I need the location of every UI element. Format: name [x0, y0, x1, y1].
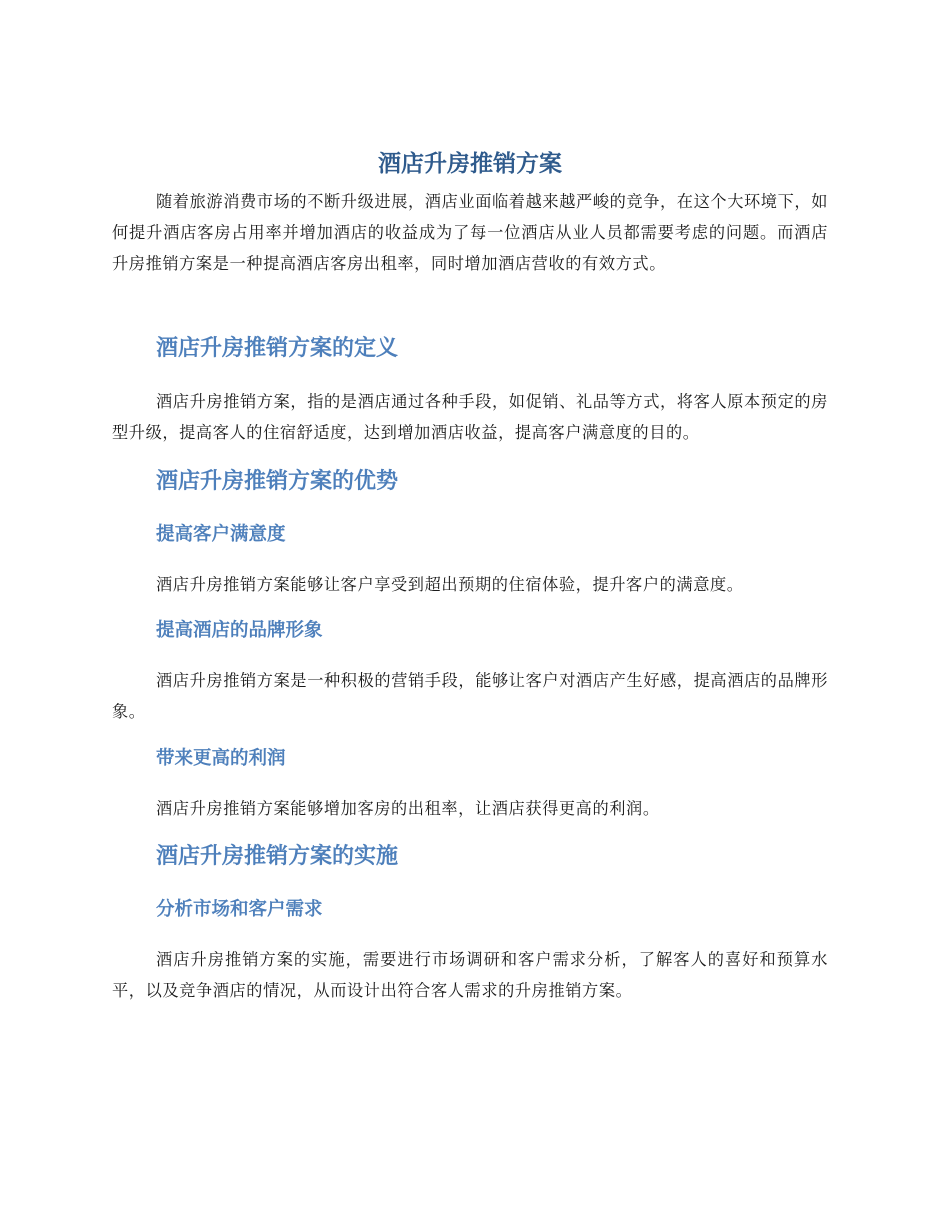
- subheading-brand-image: 提高酒店的品牌形象: [156, 620, 323, 641]
- subheading-market-analysis: 分析市场和客户需求: [156, 899, 323, 920]
- subheading-customer-satisfaction: 提高客户满意度: [156, 524, 286, 545]
- definition-paragraph: 酒店升房推销方案，指的是酒店通过各种手段，如促销、礼品等方式，将客人原本预定的房型升级，提高客人的住宿舒适度，达到增加酒店收益，提高客户满意度的目的。: [112, 392, 828, 442]
- section-heading-definition: 酒店升房推销方案的定义: [156, 336, 399, 361]
- document-title: 酒店升房推销方案: [378, 151, 562, 177]
- subheading-higher-profit: 带来更高的利润: [156, 748, 286, 769]
- section-heading-advantages: 酒店升房推销方案的优势: [156, 469, 399, 494]
- intro-paragraph: 随着旅游消费市场的不断升级进展，酒店业面临着越来越严峻的竞争，在这个大环境下，如何提升酒店客房占用率并增加酒店的收益成为了每一位酒店从业人员都需要考虑的问题。而酒店升房推销方案是一种提高酒店客房出租率，同时增加酒店营收的有效方式。: [112, 192, 828, 273]
- customer-satisfaction-paragraph: 酒店升房推销方案能够让客户享受到超出预期的住宿体验，提升客户的满意度。: [156, 575, 744, 594]
- market-analysis-paragraph: 酒店升房推销方案的实施，需要进行市场调研和客户需求分析，了解客人的喜好和预算水平，以及竞争酒店的情况，从而设计出符合客人需求的升房推销方案。: [112, 950, 828, 1000]
- section-heading-implementation: 酒店升房推销方案的实施: [156, 844, 399, 869]
- higher-profit-paragraph: 酒店升房推销方案能够增加客房的出租率，让酒店获得更高的利润。: [156, 799, 660, 818]
- brand-image-paragraph: 酒店升房推销方案是一种积极的营销手段，能够让客户对酒店产生好感，提高酒店的品牌形象。: [112, 671, 828, 721]
